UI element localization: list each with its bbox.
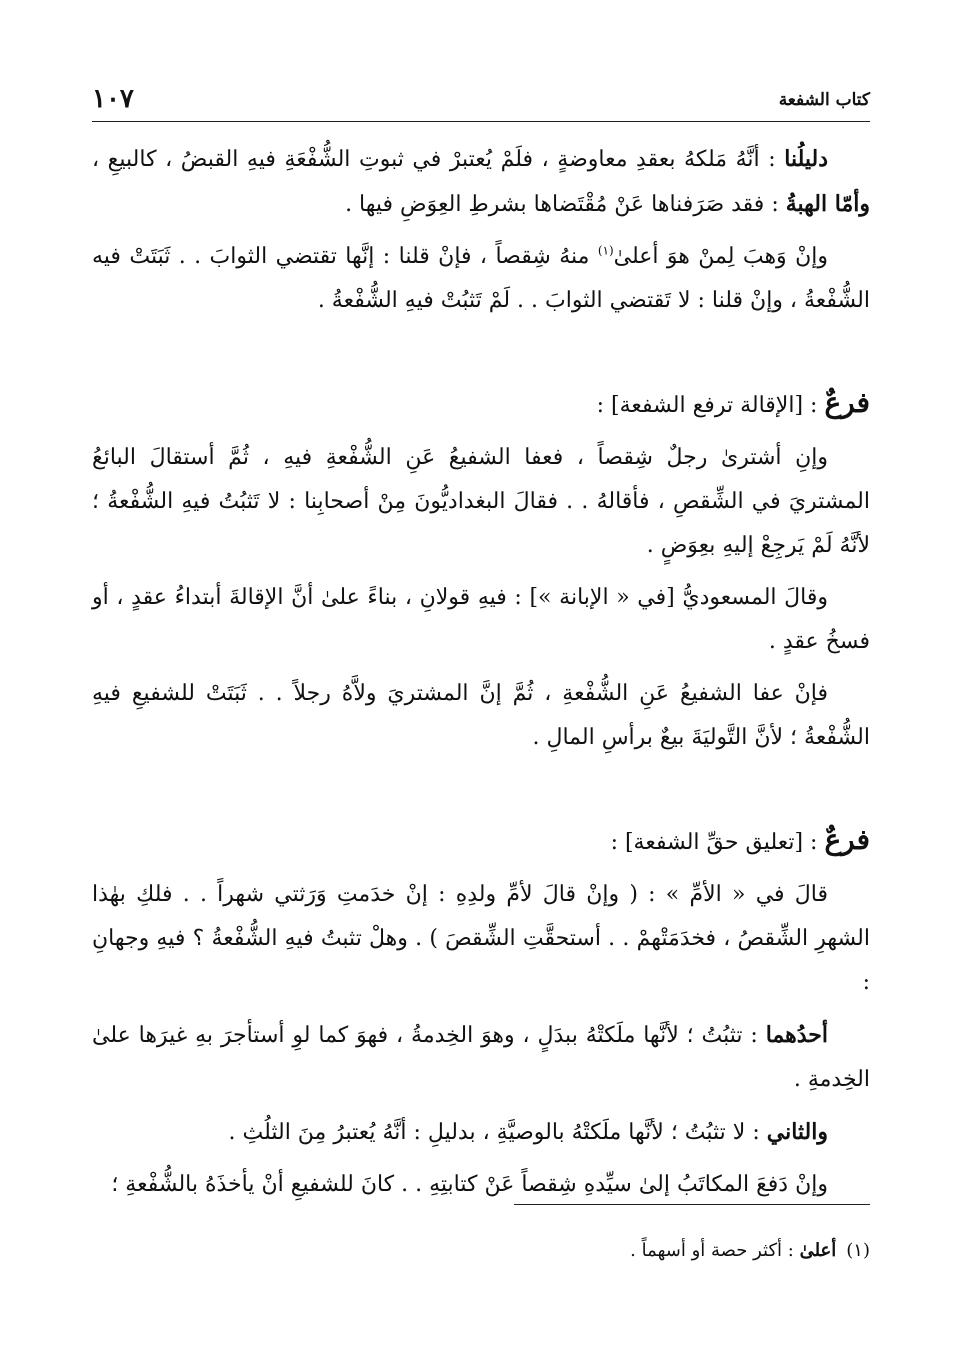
paragraph: قالَ في « الأمِّ » : ( وإنْ قالَ لأمِّ ولدِهِ : إنْ خدَمتِ وَرَثتي شهراً . . فلكِ بهٰذا الشهرِ الشِّقصُ ، فخدَمَتْهمْ . . أستحقَّتِ الشِّقصَ ) . وهلْ تثبتُ فيهِ الشُّفْعةُ ؟ فيهِ وجهانِ : <box>92 882 870 995</box>
page-number: ١٠٧ <box>92 84 134 114</box>
lead-word: وأمّا الهبةُ <box>785 191 870 217</box>
lead-word: دليلُنا <box>784 146 828 172</box>
paragraph-text: : تثبُتُ ؛ لأنَّها ملَكتْهُ ببدَلٍ ، وهوَ الخِدمةُ ، فهوَ كما لوِ أستأجرَ بهِ غيرَها علىٰ الخِدمةِ . <box>92 1023 870 1092</box>
footnote-text: : أكثر حصة أو أسهماً . <box>630 1240 800 1261</box>
paragraph-evidence <box>92 137 870 227</box>
lead-word: والثاني <box>766 1119 828 1145</box>
section-heading <box>92 818 870 865</box>
section-heading <box>92 381 870 428</box>
far-label: فرعٌ <box>824 823 870 856</box>
paragraph-text: : أنَّهُ مَلكهُ بعقدِ معاوضةٍ ، فلَمْ يُعتبرْ في ثبوتِ الشُّفْعَةِ فيهِ القبضُ ، كالبيعِ ، <box>92 147 785 172</box>
footnote-rule <box>514 1204 870 1205</box>
paragraph-text: : لا تثبُتُ ؛ لأنَّها ملَكتْهُ بالوصيَّةِ ، بدليلِ : أنَّهُ يُعتبرُ مِنَ الثلُثِ . <box>228 1120 767 1145</box>
footnote-reference: (١) <box>597 243 614 258</box>
book-title: كتاب الشفعة <box>778 90 870 110</box>
paragraph: وإنْ دَفعَ المكاتَبُ إلىٰ سيِّدهِ شِقصاً عَنْ كتابتِهِ . . كانَ للشفيعِ أنْ يأخذَهُ بالشُّفْعةِ ؛ <box>111 1172 828 1197</box>
paragraph: وإنِ أشترىٰ رجلٌ شِقصاً ، فعفا الشفيعُ عَنِ الشُّفْعةِ فيهِ ، ثُمَّ أستقالَ البائعُ المشتريَ في الشِّقصِ ، فأقالهُ . . فقالَ البغداديُّونَ مِنْ أصحابِنا : لا تَثبُتُ فيهِ الشُّفْعةُ ؛ لأنَّهُ لَمْ يَرجِعْ إليهِ بعِوَضٍ . <box>92 445 870 558</box>
paragraph-text: وإنْ وَهبَ لِمنْ هوَ أعلىٰ <box>613 244 828 269</box>
page-body <box>92 137 870 1215</box>
paragraph-gift <box>92 235 870 323</box>
header-rule <box>92 121 870 122</box>
running-header <box>92 84 870 118</box>
footnote-number: (١) <box>846 1240 870 1261</box>
paragraph: وقالَ المسعوديُّ [في « الإبانة »] : فيهِ قولانِ ، بناءً علىٰ أنَّ الإقالةَ أبتداءُ عقدٍ ، أو فسخُ عقدٍ . <box>92 585 870 654</box>
section-heading-text: : [الإقالة ترفع الشفعة] : <box>596 393 825 418</box>
far-label: فرعٌ <box>824 386 870 419</box>
lead-word: أحدُهما <box>765 1022 828 1048</box>
paragraph: فإنْ عفا الشفيعُ عَنِ الشُّفْعةِ ، ثُمَّ إنَّ المشتريَ ولاَّهُ رجلاً . . ثَبَتَتْ للشفيعِ فيهِ الشُّفْعةُ ؛ لأنَّ التَّوليَةَ بيعٌ برأسِ المالِ . <box>92 681 870 750</box>
paragraph <box>92 1013 870 1102</box>
paragraph-text: : فقد صَرَفناها عَنْ مُقْتَضاها بشرطِ العِوَضِ فيها . <box>345 192 786 217</box>
paragraph <box>92 1110 870 1155</box>
footnote <box>92 1236 870 1266</box>
section-heading-text: : [تعليق حقِّ الشفعة] : <box>610 830 825 855</box>
section-gap <box>92 331 870 381</box>
section-gap <box>92 768 870 818</box>
paragraph-text: منهُ شِقصاً ، فإنْ قلنا : إنَّها تقتضي الثوابَ . . ثَبَتَتْ فيه الشُّفْعةُ ، وإنْ قلنا : لا تَقتضي الثوابَ . . لَمْ تَثبُتْ فيهِ الشُّفْعةُ . <box>92 244 870 313</box>
footnote-term: أعلىٰ <box>799 1240 837 1261</box>
